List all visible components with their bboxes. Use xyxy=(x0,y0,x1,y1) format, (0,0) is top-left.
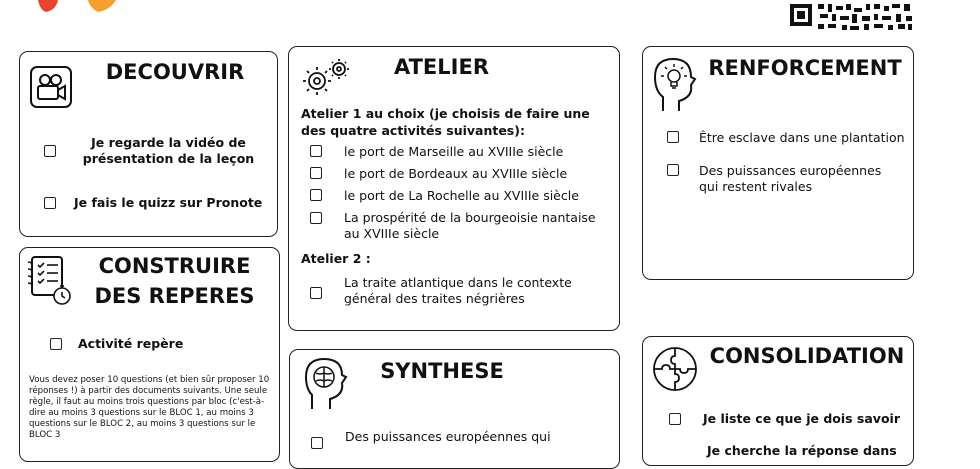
checkbox[interactable] xyxy=(310,212,322,224)
checklist-item: le port de La Rochelle au XVIIIe siècle xyxy=(344,188,579,203)
checkbox[interactable] xyxy=(44,197,56,209)
renforcement-title: RENFORCEMENT xyxy=(708,56,902,80)
atelier-title: ATELIER xyxy=(393,55,489,79)
checklist-item: le port de Bordeaux au XVIIIe siècle xyxy=(344,166,568,181)
checkbox[interactable] xyxy=(310,145,322,157)
construire-card xyxy=(19,247,280,462)
checkbox[interactable] xyxy=(44,145,56,157)
checklist-item: Je fais le quizz sur Pronote xyxy=(74,195,263,210)
checklist-item: le port de Marseille au XVIIIe siècle xyxy=(344,144,564,159)
lightbulb-head-icon xyxy=(651,55,701,113)
atelier2-heading: Atelier 2 : xyxy=(301,251,371,266)
checkbox[interactable] xyxy=(310,167,322,179)
checkbox[interactable] xyxy=(310,287,322,299)
checklist-timer-icon xyxy=(26,254,74,306)
consolidation-title: CONSOLIDATION xyxy=(709,344,905,368)
checkbox[interactable] xyxy=(310,189,322,201)
camera-icon xyxy=(29,65,73,109)
synthese-card xyxy=(289,349,620,469)
construire-title: CONSTRUIRE DES REPERES xyxy=(94,254,255,308)
checkbox[interactable] xyxy=(311,437,323,449)
renforcement-card xyxy=(642,46,914,280)
checklist-item: Être esclave dans une plantation xyxy=(699,130,905,145)
checklist-item: Je cherche la réponse dans xyxy=(707,443,897,458)
checklist-item: Des puissances européennes qui restent rivales xyxy=(699,163,882,194)
decouvrir-title: DECOUVRIR xyxy=(105,60,245,84)
checklist-item: Activité repère xyxy=(78,336,184,351)
checklist-item: Je liste ce que je dois savoir xyxy=(703,411,900,426)
checkbox[interactable] xyxy=(667,164,679,176)
instructions-text: Vous devez poser 10 questions (et bien sûr proposer 10 réponses !) à partir des documents suivants. Une seule règle, il faut au moins trois questions par bloc (c'est-à-dire au moins 3 questions sur le BLOC 1, au moins 3 questions sur le BLOC 2, au moins 3 questions sur le BLOC 3 xyxy=(29,375,270,440)
checklist-item: Je regarde la vidéo de présentation de la leçon xyxy=(82,135,255,166)
consolidation-card xyxy=(642,336,914,466)
gears-icon xyxy=(301,57,353,95)
checklist-item: La traite atlantique dans le contexte général des traites négrières xyxy=(344,275,572,306)
atelier-card xyxy=(288,46,620,331)
qr-code-icon xyxy=(788,0,916,31)
checklist-item: La prospérité de la bourgeoisie nantaise au XVIIIe siècle xyxy=(344,210,596,241)
checklist-item: Des puissances européennes qui xyxy=(345,429,551,444)
checkbox[interactable] xyxy=(667,131,679,143)
synthese-title: SYNTHESE xyxy=(380,359,504,383)
logo-icon xyxy=(38,0,118,14)
atelier1-heading: Atelier 1 au choix (je choisis de faire une des quatre activités suivantes): xyxy=(301,106,590,138)
decouvrir-card xyxy=(19,51,278,237)
brain-head-icon xyxy=(300,357,348,411)
checkbox[interactable] xyxy=(669,413,681,425)
checkbox[interactable] xyxy=(50,338,62,350)
puzzle-icon xyxy=(650,344,700,394)
